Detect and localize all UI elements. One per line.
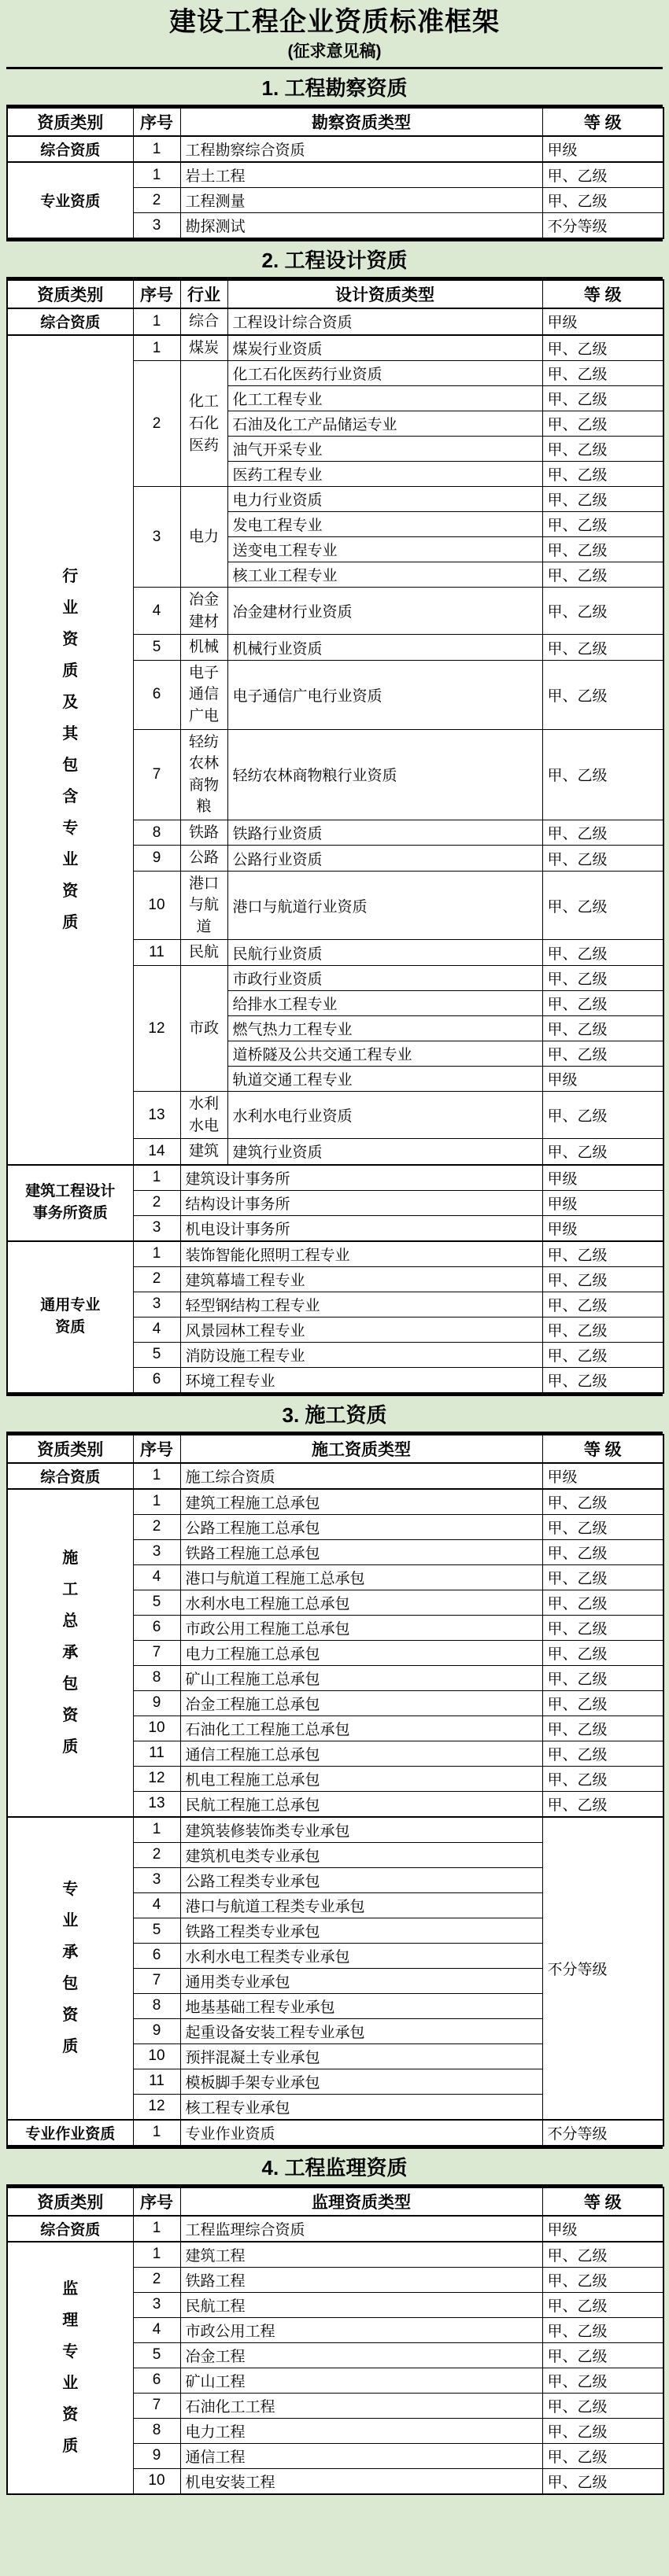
row-no-cell: 9: [133, 2018, 180, 2043]
row-no-cell: 2: [133, 1266, 180, 1292]
row-no-cell: 6: [133, 1615, 180, 1640]
row-no-cell: 5: [133, 635, 180, 661]
row-no-cell: 10: [133, 1715, 180, 1741]
industry-cell: 铁路: [180, 820, 227, 846]
grade-cell: 甲、乙级: [542, 2443, 663, 2468]
grade-cell: 甲、乙级: [542, 729, 663, 820]
type-cell: 结构设计事务所: [180, 1190, 542, 1215]
grade-cell: 甲、乙级: [542, 635, 663, 661]
type-cell: 起重设备安装工程专业承包: [180, 2018, 542, 2043]
grade-cell: 甲级: [542, 1165, 663, 1191]
type-cell: 煤炭行业资质: [227, 335, 542, 361]
type-cell: 通用类专业承包: [180, 1968, 542, 1993]
type-cell: 轻纺农林商物粮行业资质: [227, 729, 542, 820]
row-no-cell: 6: [133, 1367, 180, 1393]
grade-cell: 不分等级: [542, 2120, 663, 2146]
row-no-cell: 1: [133, 2242, 180, 2268]
row-no-cell: 4: [133, 1892, 180, 1918]
grade-cell: 甲、乙级: [542, 512, 663, 537]
type-cell: 电力行业资质: [227, 487, 542, 512]
type-cell: 工程监理综合资质: [180, 2216, 542, 2242]
grade-cell: 甲、乙级: [542, 1564, 663, 1590]
grade-cell: 甲、乙级: [542, 1640, 663, 1665]
category-cell: 专业资质: [7, 162, 133, 238]
row-no-cell: 7: [133, 729, 180, 820]
type-cell: 医药工程专业: [227, 462, 542, 487]
row-no-cell: 2: [133, 188, 180, 213]
row-no-cell: 4: [133, 588, 180, 635]
industry-cell: 公路: [180, 846, 227, 872]
grade-cell: 甲、乙级: [542, 1715, 663, 1741]
grade-cell: 甲、乙级: [542, 2267, 663, 2292]
type-cell: 港口与航道行业资质: [227, 871, 542, 940]
section-band-construction: 3. 施工资质: [6, 1394, 663, 1434]
type-cell: 石油化工工程施工总承包: [180, 1715, 542, 1741]
type-cell: 轨道交通工程专业: [227, 1067, 542, 1092]
section-band-design: 2. 工程设计资质: [6, 239, 663, 279]
row-no-cell: 12: [133, 966, 180, 1092]
grade-cell: 甲、乙级: [542, 537, 663, 562]
category-cell: [7, 335, 133, 1165]
category-label: 建筑工程设计事务所资质: [25, 1182, 116, 1222]
row-no-cell: 5: [133, 2342, 180, 2368]
type-cell: 通信工程施工总承包: [180, 1741, 542, 1766]
type-cell: 石油化工工程: [180, 2393, 542, 2418]
type-cell: 勘探测试: [180, 213, 542, 239]
column-header-type: 勘察资质类型: [180, 108, 542, 136]
type-cell: 电力工程: [180, 2418, 542, 2443]
category-cell: [7, 1165, 133, 1241]
grade-cell: 甲、乙级: [542, 1367, 663, 1393]
type-cell: 建筑装修装饰类专业承包: [180, 1817, 542, 1843]
grade-cell: 甲、乙级: [542, 820, 663, 846]
type-cell: 港口与航道工程施工总承包: [180, 1564, 542, 1590]
table-row: [7, 2216, 663, 2242]
grade-cell: 甲级: [542, 1190, 663, 1215]
grade-cell: 甲、乙级: [542, 588, 663, 635]
construction-qualification-table: [6, 1434, 664, 2147]
type-cell: 民航行业资质: [227, 940, 542, 966]
grade-cell: 甲、乙级: [542, 1741, 663, 1766]
row-no-cell: 6: [133, 660, 180, 729]
column-header-category: 资质类别: [7, 280, 133, 308]
type-cell: 化工工程专业: [227, 386, 542, 411]
industry-cell: 水利水电: [180, 1092, 227, 1139]
row-no-cell: 5: [133, 1342, 180, 1367]
vertical-category-label: 行业资质及其包含专业资质: [62, 568, 79, 932]
type-cell: 市政公用工程施工总承包: [180, 1615, 542, 1640]
row-no-cell: 2: [133, 1190, 180, 1215]
row-no-cell: 1: [133, 1463, 180, 1489]
grade-cell: 甲、乙级: [542, 2292, 663, 2317]
type-cell: 铁路工程施工总承包: [180, 1539, 542, 1564]
row-no-cell: 4: [133, 1317, 180, 1342]
design-qualification-table: [6, 279, 664, 1393]
industry-cell: 化工石化医药: [180, 361, 227, 487]
type-cell: 轻型钢结构工程专业: [180, 1292, 542, 1317]
type-cell: 机电工程施工总承包: [180, 1766, 542, 1791]
row-no-cell: 1: [133, 2216, 180, 2242]
type-cell: 矿山工程施工总承包: [180, 1665, 542, 1690]
type-cell: 建筑行业资质: [227, 1139, 542, 1165]
grade-cell: 甲、乙级: [542, 1590, 663, 1615]
industry-cell: 电力: [180, 487, 227, 588]
column-header-type: 设计资质类型: [227, 280, 542, 308]
category-cell: 综合资质: [7, 2216, 133, 2242]
column-header-category: 资质类别: [7, 1435, 133, 1463]
type-cell: 工程测量: [180, 188, 542, 213]
row-no-cell: 13: [133, 1791, 180, 1817]
category-cell: 专业作业资质: [7, 2120, 133, 2146]
grade-cell: 不分等级: [542, 213, 663, 239]
vertical-category-label: 专业承包资质: [62, 1881, 79, 2056]
table-row: [7, 2120, 663, 2146]
row-no-cell: 12: [133, 1766, 180, 1791]
table-row: [7, 1489, 663, 1515]
type-cell: 水利水电行业资质: [227, 1092, 542, 1139]
row-no-cell: 5: [133, 1918, 180, 1943]
grade-cell: 甲级: [542, 136, 663, 162]
grade-cell: 甲、乙级: [542, 2418, 663, 2443]
type-cell: 地基基础工程专业承包: [180, 1993, 542, 2018]
category-label: 通用专业资质: [40, 1296, 101, 1336]
type-cell: 市政公用工程: [180, 2317, 542, 2342]
type-cell: 铁路工程类专业承包: [180, 1918, 542, 1943]
row-no-cell: 8: [133, 1665, 180, 1690]
type-cell: 化工石化医药行业资质: [227, 361, 542, 386]
type-cell: 施工综合资质: [180, 1463, 542, 1489]
type-cell: 风景园林工程专业: [180, 1317, 542, 1342]
type-cell: 电力工程施工总承包: [180, 1640, 542, 1665]
type-cell: 铁路工程: [180, 2267, 542, 2292]
type-cell: 核工程专业承包: [180, 2094, 542, 2120]
column-header-no: 序号: [133, 108, 180, 136]
type-cell: 电子通信广电行业资质: [227, 660, 542, 729]
row-no-cell: 1: [133, 1817, 180, 1843]
row-no-cell: 10: [133, 2468, 180, 2494]
type-cell: 消防设施工程专业: [180, 1342, 542, 1367]
row-no-cell: 1: [133, 1165, 180, 1191]
row-no-cell: 9: [133, 1690, 180, 1715]
type-cell: 给排水工程专业: [227, 991, 542, 1016]
section-band-supervision: 4. 工程监理资质: [6, 2147, 663, 2187]
type-cell: 送变电工程专业: [227, 537, 542, 562]
grade-cell: 甲、乙级: [542, 1266, 663, 1292]
type-cell: 矿山工程: [180, 2368, 542, 2393]
type-cell: 公路工程施工总承包: [180, 1514, 542, 1539]
row-no-cell: 14: [133, 1139, 180, 1165]
grade-cell: 甲级: [542, 1067, 663, 1092]
type-cell: 机械行业资质: [227, 635, 542, 661]
type-cell: 民航工程: [180, 2292, 542, 2317]
supervision-qualification-table: [6, 2187, 664, 2495]
row-no-cell: 2: [133, 361, 180, 487]
row-no-cell: 8: [133, 2418, 180, 2443]
type-cell: 建筑幕墙工程专业: [180, 1266, 542, 1292]
column-header-no: 序号: [133, 2187, 180, 2216]
type-cell: 建筑设计事务所: [180, 1165, 542, 1191]
industry-cell: 电子通信广电: [180, 660, 227, 729]
type-cell: 发电工程专业: [227, 512, 542, 537]
category-cell: [7, 2242, 133, 2494]
grade-cell: 甲、乙级: [542, 940, 663, 966]
type-cell: 核工业工程专业: [227, 562, 542, 588]
grade-cell: 甲、乙级: [542, 1690, 663, 1715]
category-cell: [7, 1241, 133, 1393]
grade-cell: 甲、乙级: [542, 2393, 663, 2418]
type-cell: 市政行业资质: [227, 966, 542, 991]
column-header-industry: 行业: [180, 280, 227, 308]
column-header-no: 序号: [133, 280, 180, 308]
row-no-cell: 4: [133, 2317, 180, 2342]
type-cell: 机电设计事务所: [180, 1215, 542, 1241]
industry-cell: 机械: [180, 635, 227, 661]
column-header-type: 监理资质类型: [180, 2187, 542, 2216]
row-no-cell: 3: [133, 1867, 180, 1892]
row-no-cell: 6: [133, 2368, 180, 2393]
column-header-category: 资质类别: [7, 108, 133, 136]
type-cell: 铁路行业资质: [227, 820, 542, 846]
table-row: [7, 1817, 663, 1843]
row-no-cell: 9: [133, 2443, 180, 2468]
grade-cell: 甲级: [542, 308, 663, 335]
type-cell: 公路行业资质: [227, 846, 542, 872]
row-no-cell: 1: [133, 2120, 180, 2146]
type-cell: 民航工程施工总承包: [180, 1791, 542, 1817]
type-cell: 油气开采专业: [227, 437, 542, 462]
grade-cell: 甲、乙级: [542, 1016, 663, 1041]
row-no-cell: 1: [133, 335, 180, 361]
type-cell: 建筑工程施工总承包: [180, 1489, 542, 1515]
industry-cell: 港口与航道: [180, 871, 227, 940]
column-header-grade: 等 级: [542, 1435, 663, 1463]
industry-cell: 煤炭: [180, 335, 227, 361]
type-cell: 公路工程类专业承包: [180, 1867, 542, 1892]
row-no-cell: 8: [133, 1993, 180, 2018]
table-row: [7, 136, 663, 162]
industry-cell: 冶金建材: [180, 588, 227, 635]
type-cell: 机电安装工程: [180, 2468, 542, 2494]
type-cell: 专业作业资质: [180, 2120, 542, 2146]
type-cell: 模板脚手架专业承包: [180, 2069, 542, 2094]
survey-qualification-table: [6, 107, 664, 239]
type-cell: 工程设计综合资质: [227, 308, 542, 335]
grade-cell: 甲、乙级: [542, 462, 663, 487]
grade-cell: 甲、乙级: [542, 487, 663, 512]
row-no-cell: 11: [133, 940, 180, 966]
type-cell: 石油及化工产品储运专业: [227, 411, 542, 437]
grade-cell: 甲、乙级: [542, 1241, 663, 1267]
column-header-category: 资质类别: [7, 2187, 133, 2216]
row-no-cell: 2: [133, 1842, 180, 1867]
grade-cell: 甲、乙级: [542, 335, 663, 361]
row-no-cell: 3: [133, 1539, 180, 1564]
type-cell: 道桥隧及公共交通工程专业: [227, 1041, 542, 1067]
table-row: [7, 1241, 663, 1267]
grade-cell: 甲、乙级: [542, 386, 663, 411]
table-row: [7, 335, 663, 361]
grade-cell: 甲、乙级: [542, 1514, 663, 1539]
grade-cell: 甲、乙级: [542, 1139, 663, 1165]
grade-cell: 甲、乙级: [542, 1317, 663, 1342]
industry-cell: 建筑: [180, 1139, 227, 1165]
table-row: [7, 2242, 663, 2268]
type-cell: 冶金工程: [180, 2342, 542, 2368]
grade-cell: 甲、乙级: [542, 2317, 663, 2342]
row-no-cell: 4: [133, 1564, 180, 1590]
grade-cell: 甲、乙级: [542, 966, 663, 991]
grade-cell: 甲级: [542, 1463, 663, 1489]
type-cell: 冶金工程施工总承包: [180, 1690, 542, 1715]
column-header-type: 施工资质类型: [180, 1435, 542, 1463]
row-no-cell: 10: [133, 2043, 180, 2069]
category-cell: 综合资质: [7, 136, 133, 162]
row-no-cell: 1: [133, 1241, 180, 1267]
row-no-cell: 2: [133, 2267, 180, 2292]
grade-cell: 甲、乙级: [542, 1342, 663, 1367]
grade-cell: 甲、乙级: [542, 2368, 663, 2393]
type-cell: 水利水电工程类专业承包: [180, 1943, 542, 1968]
grade-cell: 甲、乙级: [542, 2468, 663, 2494]
grade-cell: 甲、乙级: [542, 1791, 663, 1817]
grade-cell: 甲、乙级: [542, 1766, 663, 1791]
grade-cell: 甲、乙级: [542, 361, 663, 386]
industry-cell: 轻纺农林商物粮: [180, 729, 227, 820]
type-cell: 工程勘察综合资质: [180, 136, 542, 162]
column-header-grade: 等 级: [542, 108, 663, 136]
grade-cell: 甲、乙级: [542, 991, 663, 1016]
table-row: [7, 1463, 663, 1489]
grade-cell: 甲级: [542, 2216, 663, 2242]
category-cell: [7, 1489, 133, 1817]
type-cell: 岩土工程: [180, 162, 542, 188]
type-cell: 建筑机电类专业承包: [180, 1842, 542, 1867]
row-no-cell: 7: [133, 2393, 180, 2418]
industry-cell: 民航: [180, 940, 227, 966]
row-no-cell: 3: [133, 1215, 180, 1241]
row-no-cell: 1: [133, 308, 180, 335]
grade-cell: 甲、乙级: [542, 1489, 663, 1515]
row-no-cell: 5: [133, 1590, 180, 1615]
grade-cell: 甲级: [542, 1215, 663, 1241]
type-cell: 环境工程专业: [180, 1367, 542, 1393]
row-no-cell: 6: [133, 1943, 180, 1968]
row-no-cell: 2: [133, 1514, 180, 1539]
row-no-cell: 3: [133, 487, 180, 588]
row-no-cell: 3: [133, 1292, 180, 1317]
row-no-cell: 12: [133, 2094, 180, 2120]
type-cell: 水利水电工程施工总承包: [180, 1590, 542, 1615]
industry-cell: 综合: [180, 308, 227, 335]
type-cell: 建筑工程: [180, 2242, 542, 2268]
type-cell: 燃气热力工程专业: [227, 1016, 542, 1041]
row-no-cell: 7: [133, 1640, 180, 1665]
grade-cell: 甲、乙级: [542, 411, 663, 437]
category-cell: 综合资质: [7, 308, 133, 335]
section-band-survey: 1. 工程勘察资质: [6, 67, 663, 107]
type-cell: 预拌混凝土专业承包: [180, 2043, 542, 2069]
row-no-cell: 11: [133, 1741, 180, 1766]
type-cell: 冶金建材行业资质: [227, 588, 542, 635]
grade-cell: 甲、乙级: [542, 162, 663, 188]
vertical-category-label: 监理专业资质: [62, 2280, 79, 2456]
grade-cell: 甲、乙级: [542, 562, 663, 588]
column-header-grade: 等 级: [542, 2187, 663, 2216]
table-row: [7, 1165, 663, 1191]
column-header-grade: 等 级: [542, 280, 663, 308]
industry-cell: 市政: [180, 966, 227, 1092]
grade-cell: 甲、乙级: [542, 2242, 663, 2268]
row-no-cell: 9: [133, 846, 180, 872]
row-no-cell: 7: [133, 1968, 180, 1993]
row-no-cell: 11: [133, 2069, 180, 2094]
grade-cell: 甲、乙级: [542, 1615, 663, 1640]
grade-cell: 不分等级: [542, 1817, 663, 2120]
type-cell: 港口与航道工程类专业承包: [180, 1892, 542, 1918]
row-no-cell: 3: [133, 213, 180, 239]
vertical-category-label: 施工总承包资质: [62, 1550, 79, 1756]
grade-cell: 甲、乙级: [542, 1539, 663, 1564]
table-row: [7, 162, 663, 188]
row-no-cell: 1: [133, 1489, 180, 1515]
table-row: [7, 308, 663, 335]
category-cell: 综合资质: [7, 1463, 133, 1489]
grade-cell: 甲、乙级: [542, 846, 663, 872]
grade-cell: 甲、乙级: [542, 1292, 663, 1317]
grade-cell: 甲、乙级: [542, 1041, 663, 1067]
grade-cell: 甲、乙级: [542, 871, 663, 940]
type-cell: 通信工程: [180, 2443, 542, 2468]
row-no-cell: 8: [133, 820, 180, 846]
grade-cell: 甲、乙级: [542, 660, 663, 729]
row-no-cell: 3: [133, 2292, 180, 2317]
page-title: 建设工程企业资质标准框架: [169, 7, 500, 37]
grade-cell: 甲、乙级: [542, 1665, 663, 1690]
row-no-cell: 13: [133, 1092, 180, 1139]
grade-cell: 甲、乙级: [542, 188, 663, 213]
row-no-cell: 1: [133, 162, 180, 188]
category-cell: [7, 1817, 133, 2120]
column-header-no: 序号: [133, 1435, 180, 1463]
grade-cell: 甲、乙级: [542, 2342, 663, 2368]
type-cell: 装饰智能化照明工程专业: [180, 1241, 542, 1267]
grade-cell: 甲、乙级: [542, 437, 663, 462]
page-subtitle: (征求意见稿): [287, 42, 382, 61]
grade-cell: 甲、乙级: [542, 1092, 663, 1139]
row-no-cell: 10: [133, 871, 180, 940]
row-no-cell: 1: [133, 136, 180, 162]
